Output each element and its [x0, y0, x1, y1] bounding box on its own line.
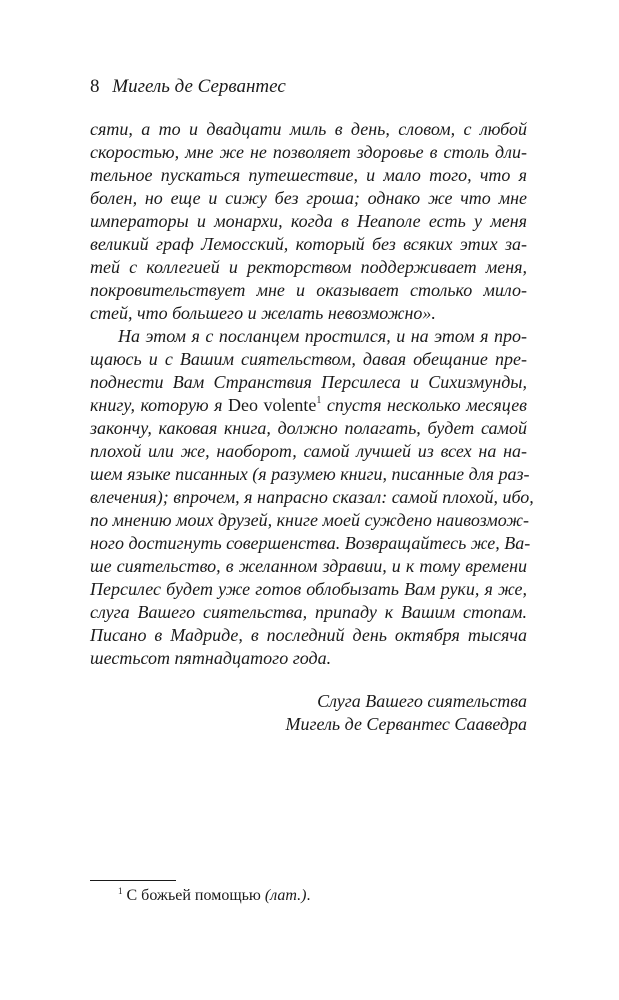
text-after-ref: спустя несколько месяцев: [321, 395, 528, 415]
body-line: ного достигнуть совершенства. Возвращайтесь же, Ва-: [90, 533, 531, 553]
running-head: [90, 76, 286, 98]
body-line: великий граф Лемосский, который без всяких этих за-: [90, 234, 527, 254]
body-line: шестьсот пятнадцатого года.: [90, 648, 332, 668]
body-line: покровительствует мне и оказывает столько мило-: [90, 280, 527, 300]
footnote-divider: [90, 880, 176, 881]
signature-line-1: Слуга Вашего сиятельства: [317, 691, 527, 711]
footnote-reference[interactable]: 1: [316, 395, 322, 406]
footnote-text: С божьей помощью: [126, 887, 261, 904]
running-title: Мигель де Сервантес: [112, 76, 286, 97]
body-line: щаюсь и с Вашим сиятельством, давая обещание пре-: [90, 349, 527, 369]
latin-phrase: Deo volente: [227, 395, 317, 415]
body-line: поднести Вам Странствия Персилеса и Сихизмунды,: [90, 372, 527, 392]
footnote-marker: 1: [118, 886, 123, 896]
body-line: шем языке писанных (я разумею книги, писанные для раз-: [90, 464, 530, 484]
body-line: скоростью, мне же не позволяет здоровье в столь дли-: [90, 142, 527, 162]
body-line: ше сиятельство, в желанном здравии, и к тому времени: [90, 556, 527, 576]
body-line: плохой или же, наоборот, самой лучшей из всех на на-: [90, 441, 527, 461]
signature-line-2: Мигель де Сервантес Сааведра: [285, 714, 527, 734]
body-line: слуга Вашего сиятельства, припаду к Вашим стопам.: [90, 602, 527, 622]
body-line: влечения); впрочем, я напрасно сказал: самой плохой, ибо,: [90, 487, 534, 507]
page-number: 8: [90, 76, 100, 97]
body-line: Персилес будет уже готов облобызать Вам руки, я же,: [90, 579, 527, 599]
body-line: тельное пускаться путешествие, и мало того, что я: [90, 165, 527, 185]
body-line: императоры и монархи, когда в Неаполе есть у меня: [90, 211, 527, 231]
body-line: закончу, каковая книга, должно полагать, будет самой: [90, 418, 527, 438]
body-line: тей с коллегией и ректорством поддерживает меня,: [90, 257, 527, 277]
body-line: стей, что большего и желать невозможно».: [90, 303, 436, 323]
footnote-period: .: [306, 887, 311, 904]
body-line: Писано в Мадриде, в последний день октября тысяча: [90, 625, 527, 645]
text-before-ref: книгу, которую я Deo volente: [90, 395, 317, 415]
footnote: [118, 886, 310, 906]
body-line-with-footnote-ref: [90, 394, 527, 416]
body-line: по мнению моих друзей, книге моей суждено наивозмож-: [90, 510, 529, 530]
body-line: болен, но еще и сижу без гроша; однако же что мне: [90, 188, 527, 208]
body-line: На этом я с посланцем простился, и на этом я про-: [118, 326, 527, 346]
body-line: сяти, а то и двадцати миль в день, словом, с любой: [90, 119, 527, 139]
footnote-language-note: (лат.): [264, 887, 307, 904]
